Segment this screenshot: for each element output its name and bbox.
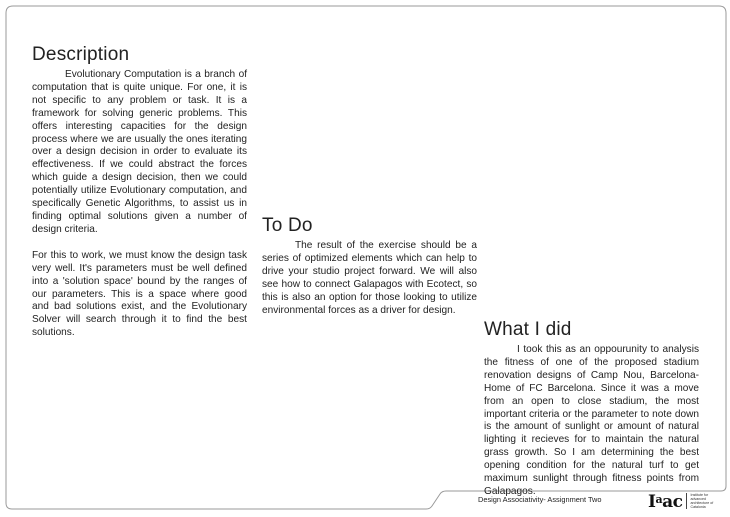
footer-caption: Design Associativity- Assignment Two — [478, 495, 602, 504]
todo-paragraph: The result of the exercise should be a series of optimized elements which can help to drive your studio project forward. We will also see how to connect Galapagos with Ecotect, so this is also an option for those looking to utilize environmental forces as a driver for design. — [262, 240, 477, 316]
what-i-did-paragraph: I took this as an oppourunity to analysis the fitness of one of the proposed stadium renovation designs of Camp Nou, Barcelona-Home of FC Barcelona. Since it was a move from an open to close stadium, the most important criteria or the parameter to note down is the amount of sunlight or amount of natural lighting it recieves for to maintain the natural grass growth. So I am determining the best opening condition for the natural turf to get maximum sunlight through fitness points from Galapagos. — [484, 344, 699, 497]
todo-body — [262, 240, 477, 317]
logo-mark-sup: a — [655, 493, 663, 506]
logo-subtitle: Institute for advanced architecture of Catalonia — [690, 493, 714, 509]
description-paragraph: Evolutionary Computation is a branch of computation that is quite unique. For one, it is not specific to any problem or task. It is a framework for solving generic problems. This offers interesting capacities for the design process where we are usually the ones iterating over a design decision in order to evaluate its effectiveness. If we could abstract the forces which guide a design decision, then we could potentially utilize Evolutionary computation, and specifically Genetic Algorithms, to assist us in finding optimal solutions given a number of design criteria. — [32, 69, 247, 235]
logo-mark-i: I — [648, 492, 656, 512]
iaac-logo — [648, 490, 716, 512]
logo-mark-end: ac — [662, 492, 683, 512]
what-i-did-body — [484, 344, 699, 499]
todo-heading: To Do — [262, 215, 313, 236]
description-paragraph: For this to work, we must know the design task very well. It's parameters must be well defined into a 'solution space' bound by the ranges of our parameters. This is a space where good and bad solutions exist, and the Evolutionary Solver will search through it to find the best solutions. — [32, 249, 247, 339]
what-i-did-heading: What I did — [484, 319, 572, 340]
description-heading: Description — [32, 44, 130, 65]
description-body — [32, 69, 247, 340]
logo-mark — [648, 491, 682, 511]
logo-divider — [686, 493, 687, 509]
